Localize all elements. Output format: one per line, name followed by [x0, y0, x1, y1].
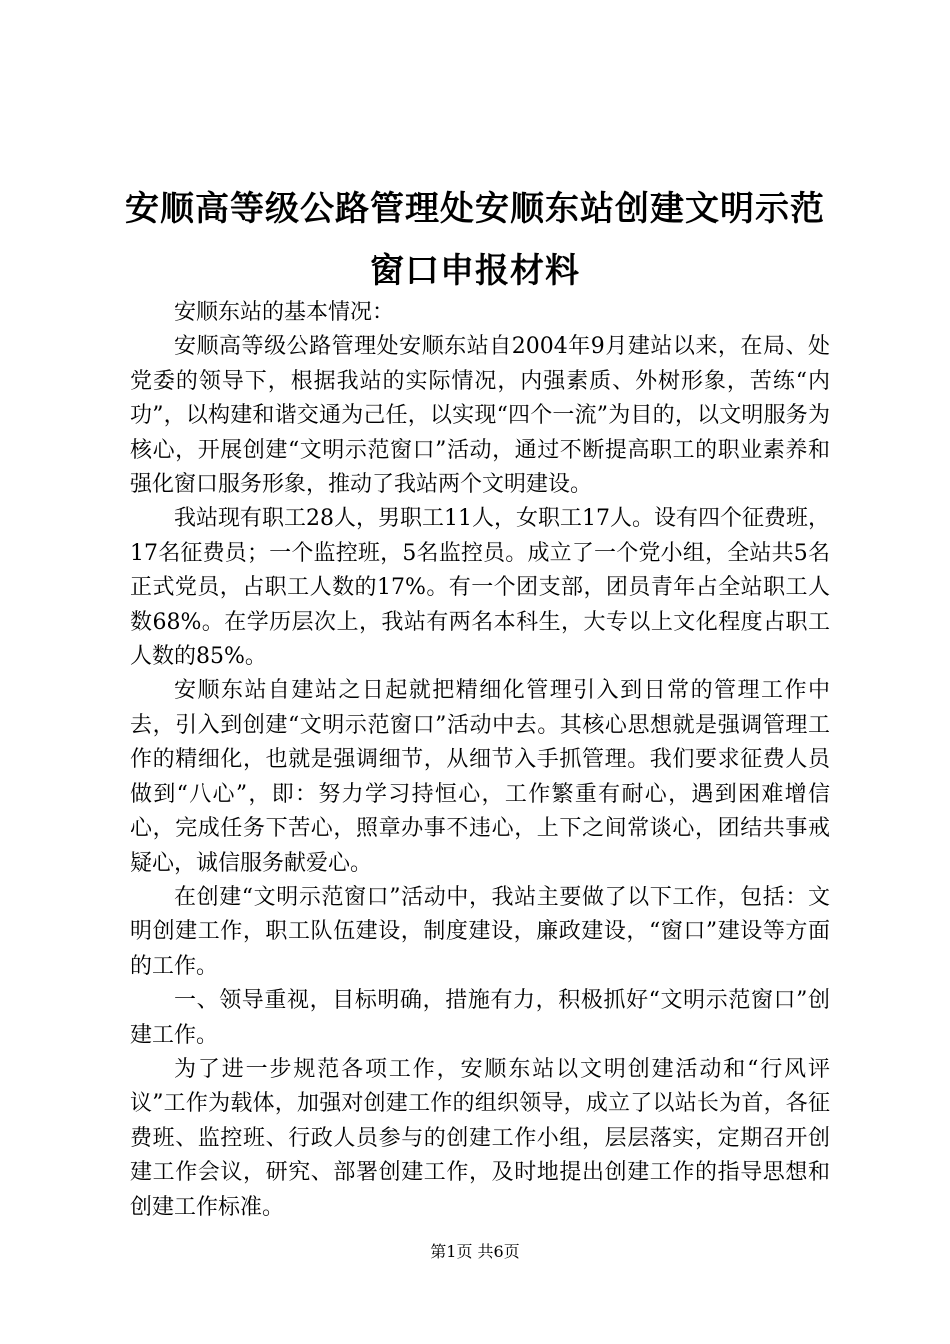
paragraph: 在创建“文明示范窗口”活动中，我站主要做了以下工作，包括：文明创建工作，职工队伍建设，制度建设，廉政建设，“窗口”建设等方面的工作。	[130, 884, 830, 979]
paragraph: 安顺东站自建站之日起就把精细化管理引入到日常的管理工作中去，引入到创建“文明示范窗口”活动中去。其核心思想就是强调管理工作的精细化，也就是强调细节，从细节入手抓管理。我们要求征费人员做到“八心”，即：努力学习持恒心，工作繁重有耐心，遇到困难增信心，完成任务下苦心，照章办事不违心，上下之间常谈心，团结共事戒疑心，诚信服务献爱心。	[130, 678, 830, 876]
paragraph: 为了进一步规范各项工作，安顺东站以文明创建活动和“行风评议”工作为载体，加强对创建工作的组织领导，成立了以站长为首，各征费班、监控班、行政人员参与的创建工作小组，层层落实，定期召开创建工作会议，研究、部署创建工作，及时地提出创建工作的指导思想和创建工作标准。	[130, 1056, 830, 1220]
section-heading: 一、领导重视，目标明确，措施有力，积极抓好“文明示范窗口”创建工作。	[130, 988, 830, 1048]
title-line: 窗口申报材料	[370, 251, 580, 291]
document-title	[120, 178, 830, 302]
paragraph: 安顺高等级公路管理处安顺东站自2004年9月建站以来，在局、处党委的领导下，根据我站的实际情况，内强素质、外树形象，苦练“内功”，以构建和谐交通为己任，以实现“四个一流”为目的，以文明服务为核心，开展创建“文明示范窗口”活动，通过不断提高职工的职业素养和强化窗口服务形象，推动了我站两个文明建设。	[130, 334, 830, 498]
section-heading: 安顺东站的基本情况：	[174, 300, 395, 325]
document-body	[130, 296, 830, 1225]
paragraph: 我站现有职工28人，男职工11人，女职工17人。设有四个征费班，17名征费员；一个监控班，5名监控员。成立了一个党小组，全站共5名正式党员，占职工人数的17%。有一个团支部，团员青年占全站职工人数68%。在学历层次上，我站有两名本科生，大专以上文化程度占职工人数的85%。	[130, 506, 830, 670]
page-number: 第1页 共6页	[430, 1242, 520, 1261]
title-line: 安顺高等级公路管理处安顺东站创建文明示范	[125, 189, 825, 229]
